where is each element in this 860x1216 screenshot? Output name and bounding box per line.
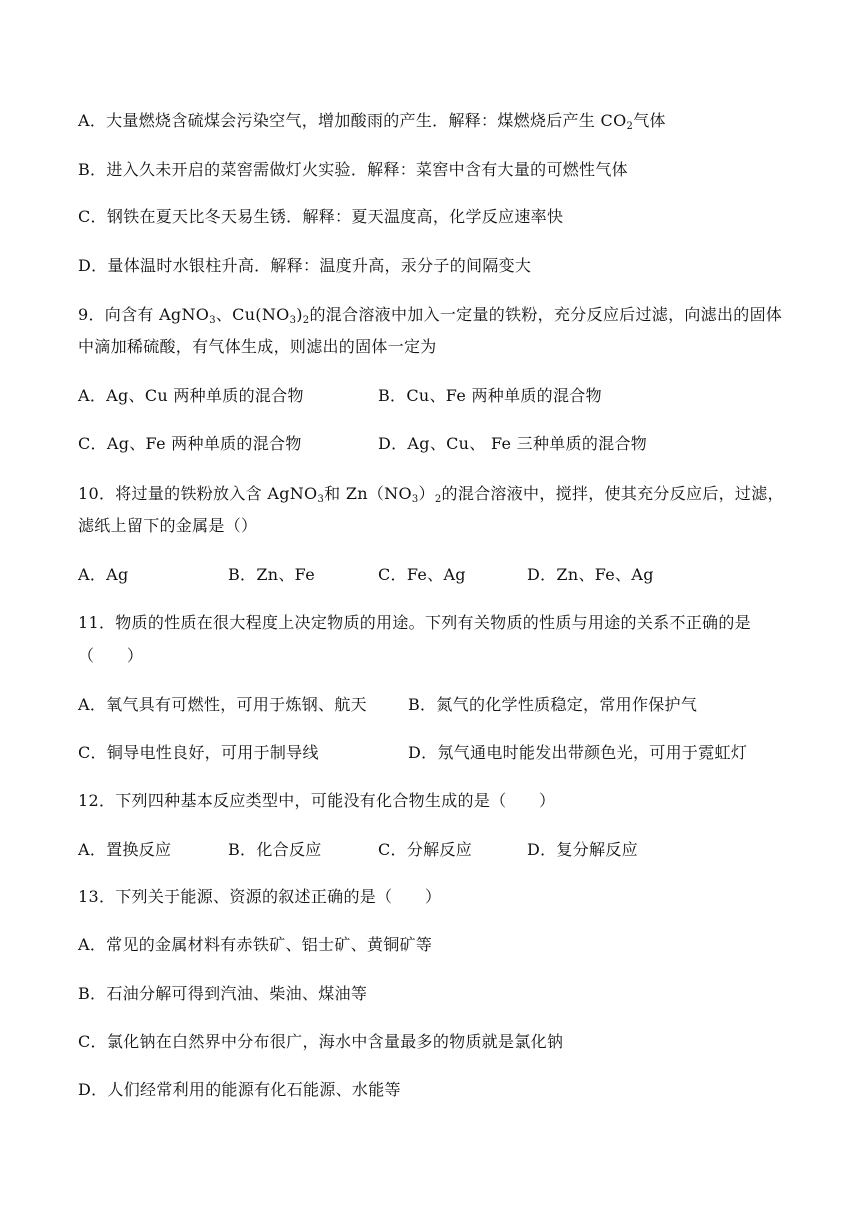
q13-stem: 13．下列关于能源、资源的叙述正确的是（ ）	[78, 887, 442, 906]
q9-option-c: C．Ag、Fe 两种单质的混合物	[78, 434, 302, 453]
q13-option-a: A．常见的金属材料有赤铁矿、铝士矿、黄铜矿等	[78, 935, 433, 954]
q9-stem-line1	[78, 305, 782, 325]
q8-option-d: D．量体温时水银柱升高．解释：温度升高，汞分子的间隔变大	[78, 256, 532, 275]
q9-stem-line2: 中滴加稀硫酸，有气体生成，则滤出的固体一定为	[78, 337, 437, 356]
q10-stem-part: 的混合溶液中，搅拌，使其充分反应后，过滤，	[441, 484, 784, 503]
q11-option-a: A．氧气具有可燃性，可用于炼钢、航天	[78, 695, 367, 714]
q9-subscript: 3	[209, 315, 216, 326]
q10-option-b: B．Zn、Fe	[228, 565, 315, 584]
q13-option-d: D．人们经常利用的能源有化石能源、水能等	[78, 1080, 401, 1099]
q10-subscript: 2	[434, 494, 442, 505]
q10-stem-part: 10．将过量的铁粉放入含 AgNO	[78, 484, 318, 503]
q13-option-b: B．石油分解可得到汽油、柴油、煤油等	[78, 984, 368, 1003]
q11-stem-line1: 11．物质的性质在很大程度上决定物质的用途。下列有关物质的性质与用途的关系不正确的是	[78, 613, 751, 632]
q12-option-b: B．化合反应	[228, 840, 322, 859]
q8-option-c: C．钢铁在夏天比冬天易生锈．解释：夏天温度高，化学反应速率快	[78, 207, 564, 226]
q10-option-a: A．Ag	[78, 565, 129, 584]
q10-stem-line2: 滤纸上留下的金属是（）	[78, 516, 258, 535]
q9-stem-part: 的混合溶液中加入一定量的铁粉，充分反应后过滤，向滤出的固体	[309, 305, 783, 324]
q8-option-a-text: A．大量燃烧含硫煤会污染空气，增加酸雨的产生．解释：煤燃烧后产生 CO	[78, 111, 627, 130]
q9-option-d: D．Ag、Cu、 Fe 三种单质的混合物	[378, 434, 648, 453]
q9-stem-part: 9．向含有 AgNO	[78, 305, 210, 324]
q11-option-c: C．铜导电性良好，可用于制导线	[78, 743, 319, 762]
q10-stem-part: ）	[418, 484, 435, 503]
q12-stem: 12．下列四种基本反应类型中，可能没有化合物生成的是（ ）	[78, 791, 556, 810]
q9-subscript: 2	[302, 315, 310, 326]
q12-option-a: A．置换反应	[78, 840, 172, 859]
q10-subscript: 3	[317, 494, 325, 505]
q10-subscript: 3	[411, 494, 419, 505]
q8-option-a	[78, 111, 666, 131]
q11-option-b: B．氮气的化学性质稳定，常用作保护气	[408, 695, 698, 714]
q10-stem-part: 和 Zn（NO	[324, 484, 412, 503]
q9-stem-part: 、Cu(NO	[215, 305, 290, 324]
q8-option-a-text-end: 气体	[633, 111, 666, 130]
q10-stem-line1	[78, 484, 784, 504]
q11-stem-line2: （ ）	[78, 646, 144, 665]
q8-option-a-subscript: 2	[626, 121, 634, 132]
q9-option-b: B．Cu、Fe 两种单质的混合物	[378, 386, 602, 405]
q13-option-c: C．氯化钠在白然界中分布很广，海水中含量最多的物质就是氯化钠	[78, 1032, 564, 1051]
q8-option-b: B．进入久未开启的菜窖需做灯火实验．解释：菜窖中含有大量的可燃性气体	[78, 160, 628, 179]
q12-option-d: D．复分解反应	[527, 840, 638, 859]
q9-subscript: 3	[289, 315, 297, 326]
q9-stem-part: )	[296, 305, 303, 324]
q10-option-d: D．Zn、Fe、Ag	[527, 565, 654, 584]
q9-option-a: A．Ag、Cu 两种单质的混合物	[78, 386, 304, 405]
q11-option-d: D．氖气通电时能发出带颜色光，可用于霓虹灯	[408, 743, 748, 762]
q12-option-c: C．分解反应	[378, 840, 473, 859]
q10-option-c: C．Fe、Ag	[378, 565, 466, 584]
